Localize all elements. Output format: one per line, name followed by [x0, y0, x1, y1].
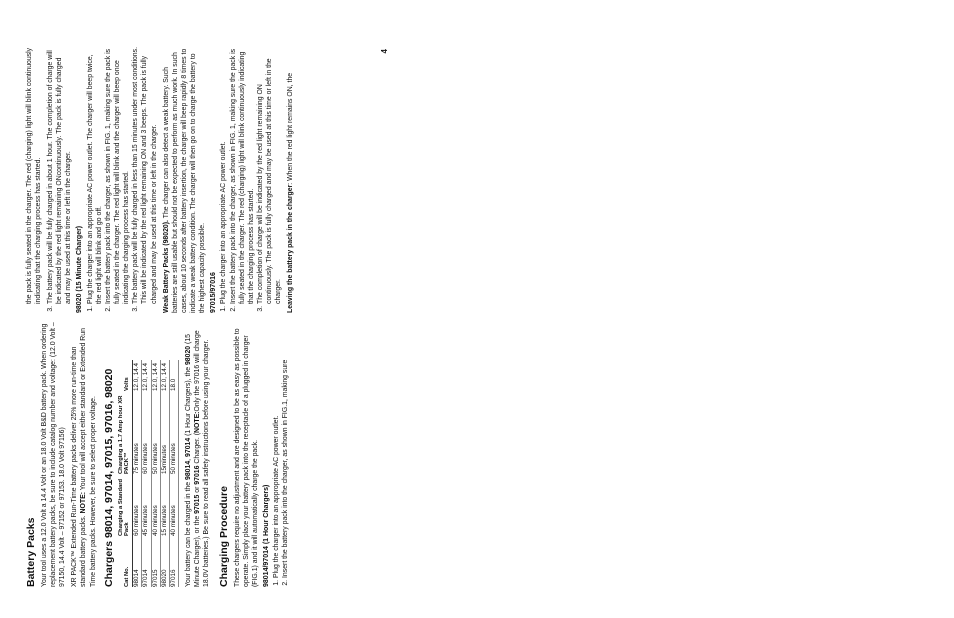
- table-cell: 12.0, 14.4: [151, 360, 160, 391]
- table-cell: 12.0, 14.4: [160, 360, 169, 391]
- list-item: 3. The battery pack will be fully charged in less than 15 minutes under most conditions. This will be indicated by the red light remaining ON and 3 beeps. The pack is fully charged and may be used at this time or left in the charger.: [131, 47, 158, 304]
- chargers-paragraph: [184, 321, 211, 587]
- leaving-pack-label: Leaving the battery pack in the charger: [287, 184, 295, 313]
- table-row: [170, 360, 179, 587]
- weak-battery-text: The charger can also detect a weak battery. Such batteries are still usable but should not be expected to perform as much work. In such cases, about 10 seconds after battery insertion, the charger will beep rapidly 8 times to indicate a weak battery condition. The charger will then go on to charge the battery to the highest capacity possible.: [162, 48, 206, 313]
- header-cat-no: Cat No.: [118, 536, 133, 587]
- table-cell: 75 minutes: [133, 391, 142, 474]
- leaving-pack-text: : When the red light remains ON, the: [287, 72, 295, 185]
- text-run: ,: [185, 456, 193, 461]
- charging-times-table: [118, 360, 180, 587]
- table-cell: 15minutes: [160, 391, 169, 474]
- step-continuation: the pack is fully seated in the charger. The red (charging) light will blink continuously indicating that the charging process has started.: [26, 47, 43, 304]
- table-cell: 60 minutes: [133, 474, 142, 536]
- list-item: 2. Insert the battery pack into the charger, as shown in FIG. 1, making sure the pack is fully seated in the charger. The red (charging) light will blink continuously indicating that the charging process has started.: [229, 47, 256, 304]
- list-item: 3. The battery pack will be fully charged in about 1 hour. The completion of charge will be indicated by the red light remaining ONcontinuously. The pack is fully charged and may be used at this time or left in the charger.: [46, 47, 73, 304]
- model-number: 97016: [194, 465, 202, 485]
- list-item: 3. The completion of charge will be indicated by the red light remaining ON continuously. The pack is fully charged and may be used at this time or left in the charger.: [256, 47, 283, 304]
- fifteen-minute-charger-subheading: 98020 (15 Minute Charger): [76, 225, 84, 313]
- battery-paragraph-2: [70, 321, 97, 587]
- table-cell: 15 minutes: [160, 474, 169, 536]
- list-item: 1. Plug the charger into an appropriate AC power outlet.: [272, 321, 281, 578]
- text-run: (15 Minute Charger), or the: [185, 333, 202, 587]
- procedure-intro: These chargers require no adjustment and are designed to be as easy as possible to operate. Simply place your battery pack into the receptacle of a plugged in charger (FIG.1) and it will automatically charge the pack.: [233, 328, 259, 587]
- battery-packs-heading: Battery Packs: [25, 517, 37, 587]
- table-cell: 97015: [151, 536, 160, 587]
- fifteen-minute-steps: [86, 47, 159, 313]
- model-number: 98014: [185, 460, 193, 480]
- battery-paragraph-1: Your tool uses a 12.0 Volt a 14.4 Volt or an 18.0 Volt B&D battery pack. When ordering replacement battery packs, be sure to include catalog number and voltage: (12.0 Volt – 97150, 14.4 Volt – 97152 or 97153. 18.0 Volt 97156): [41, 322, 67, 587]
- table-row: [151, 360, 160, 587]
- list-item: 2. Insert the battery pack into the charger, as shown in FIG.1, making sure: [281, 321, 290, 578]
- text-run: Charger. (: [194, 432, 202, 466]
- table-cell: 40 minutes: [151, 474, 160, 536]
- one-hour-steps: [272, 321, 290, 587]
- manual-page: [25, 25, 389, 593]
- header-volts: Volts: [118, 360, 133, 391]
- list-item: 2. Insert the battery pack into the charger, as shown in FIG. 1, making sure the pack is fully seated in the charger. The red light will blink and the charger will beep once indicating the charging process has started.: [104, 47, 131, 304]
- model-number: 97015: [194, 494, 202, 514]
- table-cell: 45 minutes: [142, 474, 151, 536]
- table-cell: 50 minutes: [151, 391, 160, 474]
- note-label: NOTE:: [80, 492, 88, 514]
- header-xr-pack: Charging a 1.7 Amp hour XR PACK™: [118, 391, 133, 474]
- table-cell: 12.0, 14.4: [133, 360, 142, 391]
- leaving-pack-paragraph: [286, 47, 295, 313]
- table-cell: 12.0, 14.4: [142, 360, 151, 391]
- text-run: Only the 97016 will charge 18.0V batteries.) Be sure to read all safety instructions before using your charger.: [194, 330, 211, 587]
- text-run: (1 Hour Chargers), the: [185, 365, 193, 438]
- charger-97015-97016-subheading: 97015/97016: [210, 272, 218, 313]
- table-cell: 97014: [142, 536, 151, 587]
- table-row: [133, 360, 142, 587]
- list-item: 1. Plug the charger into an appropriate AC power outlet.: [219, 47, 228, 304]
- table-cell: 40 minutes: [170, 474, 179, 536]
- page-number: 4: [380, 49, 389, 54]
- model-number: 98020: [185, 345, 193, 366]
- list-item: 1. Plug the charger into an appropriate AC power outlet. The charger will beep twice, the red light will blink and go off.: [86, 47, 104, 304]
- table-cell: 97016: [170, 536, 179, 587]
- table-cell: 50 minutes: [170, 391, 179, 474]
- table-row: [160, 360, 169, 587]
- note-label: NOTE:: [194, 411, 202, 433]
- table-cell: 98020: [160, 536, 169, 587]
- one-hour-chargers-subheading: 98014/97014 (1 Hour Chargers): [262, 484, 270, 587]
- table-cell: 98014: [133, 536, 142, 587]
- text-run: or: [194, 484, 202, 495]
- model-number: 97014: [185, 437, 193, 457]
- table-cell: 18.0: [170, 360, 179, 391]
- one-hour-steps-cont: [46, 47, 73, 313]
- charging-procedure-heading: Charging Procedure: [217, 486, 230, 587]
- text-run: Your battery can be charged in the: [185, 479, 193, 587]
- right-column: [25, 47, 389, 313]
- xr-pack-text: XR PACK™ Extended Run-Time battery packs deliver 25% more run-time than standard battery packs.: [71, 346, 88, 587]
- charger-97015-97016-steps: [219, 47, 283, 313]
- table-row: [142, 360, 151, 587]
- xr-pack-note-text: Your tool will accept either standard or Extended Run Time battery packs. However, be sure to select proper voltage.: [80, 328, 97, 587]
- header-standard-pack: Charging a Standard Pack: [118, 474, 133, 536]
- left-column: [25, 321, 389, 587]
- table-cell: 60 minutes: [142, 391, 151, 474]
- chargers-heading: Chargers 98014, 97014, 97015, 97016, 98020: [102, 368, 115, 587]
- weak-battery-paragraph: [162, 47, 207, 313]
- weak-battery-label: Weak Battery Packs (98020).: [162, 220, 170, 313]
- table-header-row: [118, 360, 133, 587]
